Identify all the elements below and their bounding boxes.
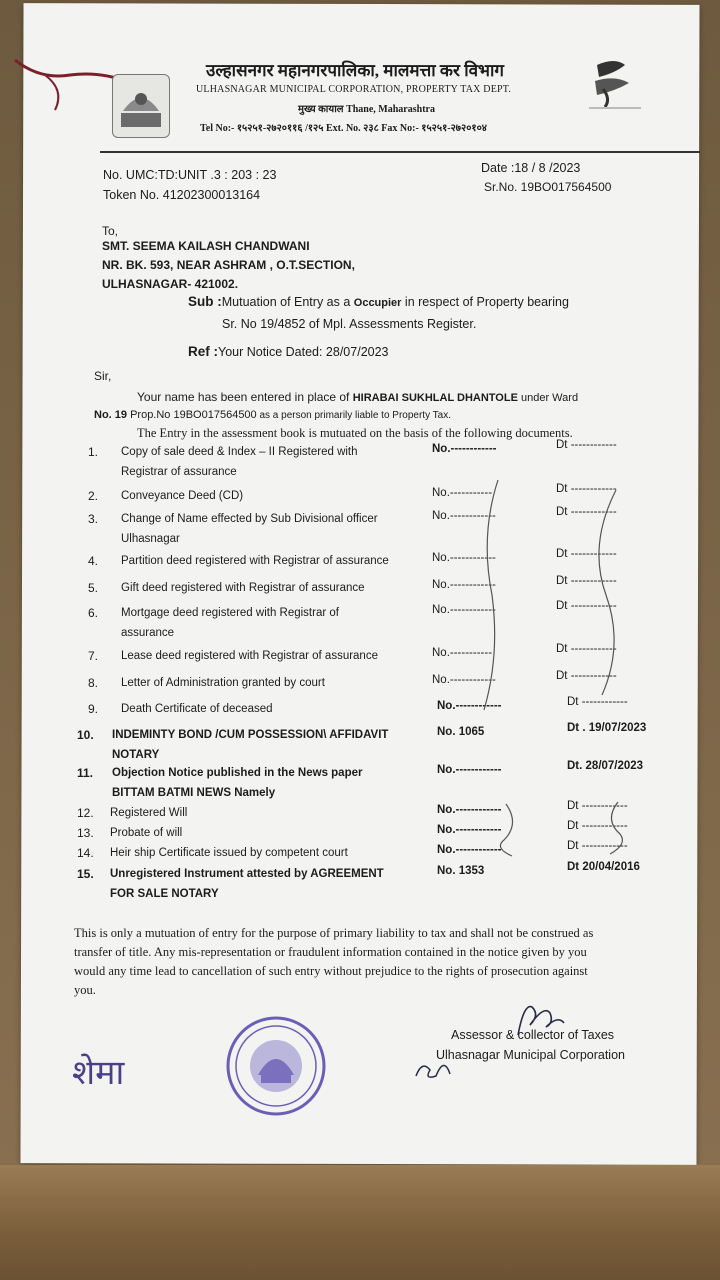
previous-owner: HIRABAI SUKHLAL DHANTOLE <box>352 392 518 404</box>
table-surface <box>0 1165 720 1280</box>
item-line-1: Change of Name effected by Sub Divisional officer <box>121 513 378 525</box>
item-doc-number: No.------------ <box>432 443 497 455</box>
item-description <box>121 509 378 549</box>
item-doc-number: No.----------- <box>432 647 493 659</box>
item-doc-date: Dt ------------ <box>556 506 617 518</box>
subject-line-2: Sr. No 19/4852 of Mpl. Assessments Register. <box>222 317 477 331</box>
item-doc-date: Dt ------------ <box>556 548 617 560</box>
item-description <box>121 551 389 571</box>
item-line-1: Objection Notice published in the News paper <box>112 767 363 779</box>
item-line-1: Death Certificate of deceased <box>121 703 273 715</box>
header-office: मुख्य कायाल Thane, Maharashtra <box>298 104 435 115</box>
item-number: 15. <box>77 867 94 881</box>
item-doc-date: Dt ------------ <box>556 575 617 587</box>
item-line-2: assurance <box>121 627 175 639</box>
item-line-1: Lease deed registered with Registrar of assurance <box>121 650 378 662</box>
item-description <box>110 843 348 863</box>
item-doc-date: Dt ------------ <box>556 643 617 655</box>
item-line-1: Gift deed registered with Registrar of assurance <box>121 582 365 594</box>
item-number: 10. <box>77 728 94 742</box>
strike-mark-icon <box>486 800 526 860</box>
item-doc-date: Dt ------------ <box>556 483 617 495</box>
item-line-1: INDEMINTY BOND /CUM POSSESSION\ AFFIDAVIT <box>112 729 389 741</box>
emblem-icon <box>113 75 169 137</box>
strike-mark-icon <box>470 475 510 715</box>
municipal-logo <box>112 74 170 138</box>
token-number: Token No. 41202300013164 <box>103 188 261 202</box>
item-line-2: Ulhasnagar <box>121 533 180 545</box>
item-number: 12. <box>77 806 94 820</box>
sub-label: Sub : <box>188 294 222 309</box>
item-description <box>121 646 378 666</box>
item-doc-number: No.------------ <box>432 579 496 591</box>
item-line-1: Registered Will <box>110 807 188 819</box>
item-doc-number: No.------------ <box>432 552 496 564</box>
prop-number: Prop.No 19BO017564500 <box>127 409 257 421</box>
item-doc-number: No.----------- <box>432 487 493 499</box>
item-line-2: Registrar of assurance <box>121 466 237 478</box>
item-description <box>110 823 182 843</box>
item-number: 7. <box>88 649 99 663</box>
item-description <box>121 486 243 506</box>
address-to: To, <box>102 224 119 238</box>
sub-text-occupier: Occupier <box>353 297 402 309</box>
addressee-name: SMT. SEEMA KAILASH CHANDWANI <box>102 239 310 253</box>
item-line-1: Unregistered Instrument attested by AGREEMENT <box>110 868 384 880</box>
header-english-title: ULHASNAGAR MUNICIPAL CORPORATION, PROPERTY TAX DEPT. <box>196 84 512 95</box>
disclaimer <box>74 924 684 1000</box>
item-line-1: Heir ship Certificate issued by competent court <box>110 847 348 859</box>
item-number: 8. <box>88 676 99 690</box>
item-line-2: BITTAM BATMI NEWS Namely <box>112 787 276 799</box>
body-2c: as a person primarily liable to Property Tax. <box>256 410 452 421</box>
item-number: 1. <box>88 445 99 459</box>
strike-mark-icon <box>580 485 630 705</box>
body-line-1 <box>137 390 578 404</box>
item-number: 6. <box>88 606 99 620</box>
header-marathi-title: उल्हासनगर महानगरपालिका, मालमत्ता कर विभाग <box>206 61 504 80</box>
reference-line <box>188 344 389 359</box>
brand-mark-icon <box>585 55 645 115</box>
tax-dept-logo <box>585 55 645 115</box>
sub-text-c: in respect of Property bearing <box>401 295 569 309</box>
disclaimer-line: transfer of title. Any mis-representation or fraudulent information contained in the notice given by you <box>74 945 587 959</box>
item-number: 13. <box>77 826 94 840</box>
item-description <box>110 803 187 823</box>
handwritten-signature-left: शेमा <box>72 1053 125 1093</box>
item-line-1: Probate of will <box>110 827 183 839</box>
item-doc-date: Dt ------------ <box>567 800 628 812</box>
subject-line-1 <box>188 294 569 309</box>
header-contacts: Tel No:- १५२५१-२७२०११६ /१२५ Ext. No. २३८ Fax No:- १५२५१-२७२०१०४ <box>200 123 488 134</box>
item-doc-date: Dt ------------ <box>567 840 628 852</box>
item-doc-date: Dt 20/04/2016 <box>567 861 640 873</box>
address-line-2: ULHASNAGAR- 421002. <box>102 277 239 291</box>
disclaimer-line: would any time lead to cancellation of such entry without prejudice to the rights of prosecution against <box>74 964 588 978</box>
item-doc-number: No.------------ <box>437 804 502 816</box>
ref-label: Ref : <box>188 344 218 359</box>
item-description <box>121 673 325 693</box>
header-divider <box>100 151 700 153</box>
item-doc-date: Dt ------------ <box>556 600 617 612</box>
item-doc-number: No. 1353 <box>437 865 485 877</box>
item-line-2: NOTARY <box>112 749 160 761</box>
item-doc-number: No.------------ <box>437 764 502 776</box>
item-doc-date: Dt. 28/07/2023 <box>567 760 644 772</box>
disclaimer-line: you. <box>74 983 96 997</box>
item-number: 5. <box>88 581 99 595</box>
item-doc-date: Dt ------------ <box>567 696 628 708</box>
item-doc-date: Dt . 19/07/2023 <box>567 722 647 734</box>
item-line-1: Letter of Administration granted by court <box>121 677 325 689</box>
item-description <box>110 864 384 904</box>
item-number: 9. <box>88 702 99 716</box>
item-doc-number: No.------------ <box>432 674 496 686</box>
item-doc-number: No.------------ <box>432 604 496 616</box>
item-description <box>121 603 339 643</box>
body-1c: under Ward <box>517 392 579 404</box>
item-line-1: Conveyance Deed (CD) <box>121 490 244 502</box>
item-line-1: Copy of sale deed & Index – II Registered with <box>121 446 358 458</box>
item-line-2: FOR SALE NOTARY <box>110 888 219 900</box>
initials-signature <box>410 1050 460 1086</box>
item-number: 11. <box>77 766 94 780</box>
item-doc-date: Dt ------------ <box>556 439 617 451</box>
reference-number: No. UMC:TD:UNIT .3 : 203 : 23 <box>103 168 277 182</box>
signatory-org: Ulhasnagar Municipal Corporation <box>436 1048 625 1062</box>
item-doc-number: No. 1065 <box>437 726 485 738</box>
ref-text: Your Notice Dated: 28/07/2023 <box>218 345 389 359</box>
item-number: 2. <box>88 489 99 503</box>
body-line-2 <box>94 409 451 421</box>
ward-number: No. 19 <box>94 409 128 421</box>
item-number: 3. <box>88 512 99 526</box>
item-description <box>121 578 365 598</box>
serial-number: Sr.No. 19BO017564500 <box>484 180 612 194</box>
salutation: Sir, <box>94 369 112 383</box>
body-1a: Your name has been entered in place of <box>137 390 353 404</box>
item-description <box>112 725 388 765</box>
body-line-3: The Entry in the assessment book is mutuated on the basis of the following documents. <box>137 426 573 440</box>
item-description <box>121 699 273 719</box>
item-line-1: Partition deed registered with Registrar of assurance <box>121 555 389 567</box>
sub-text-a: Mutuation of Entry as a <box>221 295 354 309</box>
item-number: 14. <box>77 846 94 860</box>
signatory-title: Assessor & collector of Taxes <box>451 1028 615 1042</box>
official-signature <box>510 995 570 1045</box>
item-line-1: Mortgage deed registered with Registrar of <box>121 607 339 619</box>
address-line-1: NR. BK. 593, NEAR ASHRAM , O.T.SECTION, <box>102 258 355 272</box>
item-number: 4. <box>88 554 99 568</box>
item-doc-number: No.------------ <box>437 824 502 836</box>
item-doc-date: Dt ------------ <box>556 670 617 682</box>
item-doc-date: Dt ------------ <box>567 820 628 832</box>
item-description <box>112 763 362 803</box>
official-stamp <box>225 1015 327 1117</box>
item-doc-number: No.------------ <box>437 844 502 856</box>
item-description <box>121 442 358 482</box>
item-doc-number: No.------------ <box>437 700 502 712</box>
item-doc-number: No.------------ <box>432 510 496 522</box>
strike-mark-icon <box>594 798 634 858</box>
disclaimer-line: This is only a mutuation of entry for the purpose of primary liability to tax and shall not be construed as <box>74 926 594 940</box>
letter-date: Date :18 / 8 /2023 <box>481 161 581 175</box>
